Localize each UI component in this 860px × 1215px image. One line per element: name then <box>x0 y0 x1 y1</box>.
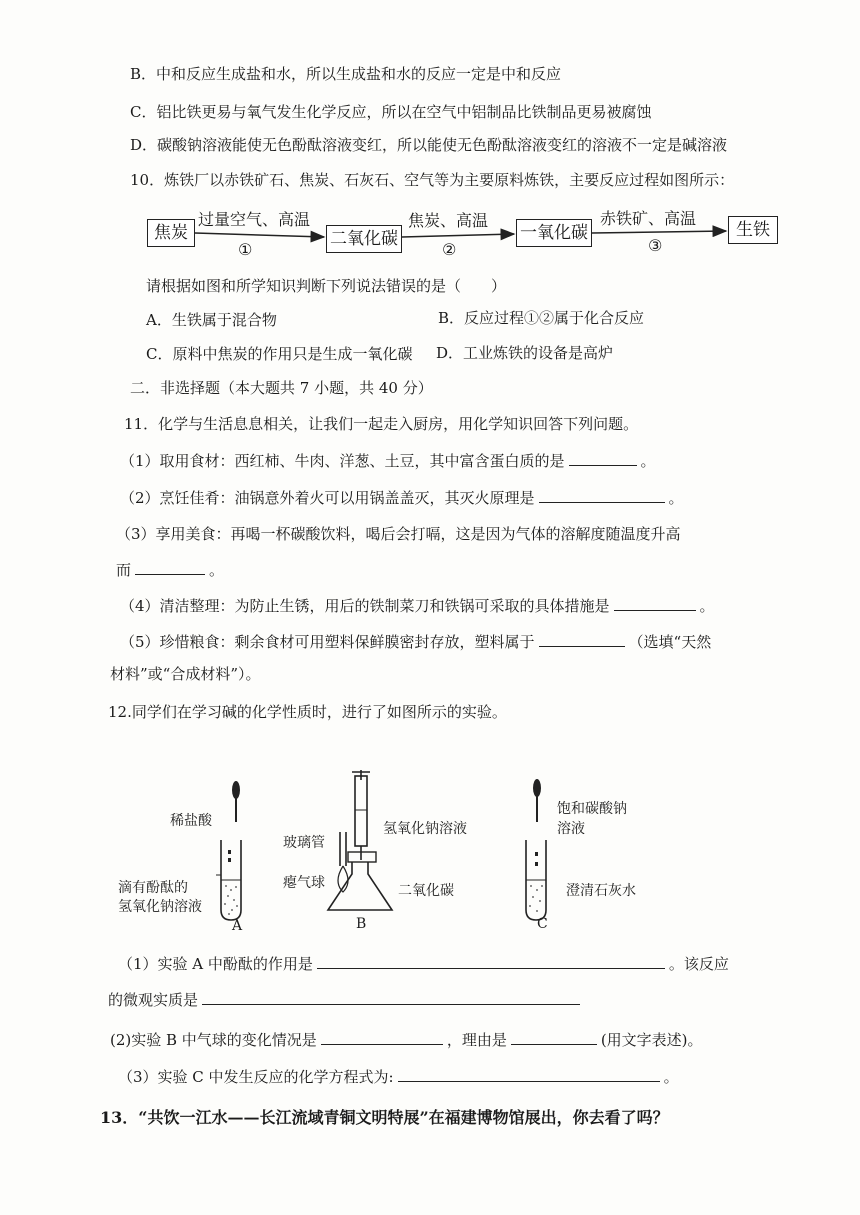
answer-blank[interactable] <box>398 1067 660 1082</box>
q11-part-5 <box>120 632 711 652</box>
answer-blank[interactable] <box>202 990 580 1005</box>
q11-part-4-end: 。 <box>699 597 715 615</box>
q9-option-d: D．碳酸钠溶液能使无色酚酞溶液变红，所以能使无色酚酞溶液变红的溶液不一定是碱溶液 <box>130 136 728 154</box>
q11-part-1 <box>120 451 656 471</box>
flow-node-co: 一氧化碳 <box>516 219 592 247</box>
q11-part-5c: 材料”或“合成材料”）。 <box>110 665 261 683</box>
q12-part-2-reason: ，理由是 <box>446 1031 507 1049</box>
label-phenolphthalein-2: 氢氧化钠溶液 <box>118 899 202 915</box>
q12-part-1b-text: 的微观实质是 <box>108 991 199 1009</box>
flow-arrow-3 <box>592 231 726 233</box>
flow-step-1: ① <box>238 240 253 259</box>
label-phenolphthalein-1: 滴有酚酞的 <box>118 880 188 896</box>
test-tube-a <box>216 781 241 920</box>
flow-node-coke: 焦炭 <box>147 219 195 247</box>
q10-option-c: C．原料中焦炭的作用只是生成一氧化碳 <box>146 345 413 363</box>
label-C: C <box>537 916 548 932</box>
q12-part-2-text: (2)实验 B 中气球的变化情况是 <box>110 1031 317 1049</box>
q11-part-1-text: （1）取用食材：西红柿、牛肉、洋葱、土豆，其中富含蛋白质的是 <box>120 452 565 470</box>
flow-condition-2: 焦炭、高温 <box>408 211 489 230</box>
q12-part-1-text: （1）实验 A 中酚酞的作用是 <box>118 955 313 973</box>
flask-b <box>328 770 392 910</box>
test-tube-c <box>526 779 546 920</box>
q11-part-5-text: （5）珍惜粮食：剩余食材可用塑料保鲜膜密封存放，塑料属于 <box>120 633 535 651</box>
label-co2: 二氧化碳 <box>398 883 454 899</box>
q11-part-2 <box>120 488 684 508</box>
flow-condition-3: 赤铁矿、高温 <box>600 209 697 228</box>
label-A: A <box>232 918 243 934</box>
q11-part-1-end: 。 <box>640 452 656 470</box>
label-deflated-balloon: 瘪气球 <box>283 875 325 891</box>
label-na2co3-1: 饱和碳酸钠 <box>557 801 627 817</box>
q10-stem: 10．炼铁厂以赤铁矿石、焦炭、石灰石、空气等为主要原料炼铁，主要反应过程如图所示： <box>130 171 735 189</box>
q11-part-3b-text: 而 <box>116 561 132 579</box>
q11-part-2-text: （2）烹饪佳肴：油锅意外着火可以用锅盖盖灭，其灭火原理是 <box>120 489 535 507</box>
answer-blank[interactable] <box>317 954 665 969</box>
q11-part-3a: （3）享用美食：再喝一杯碳酸饮料，喝后会打嗝，这是因为气体的溶解度随温度升高 <box>116 525 681 543</box>
label-limewater: 澄清石灰水 <box>566 883 636 899</box>
flow-step-2: ② <box>442 240 457 259</box>
q10-option-b: B．反应过程①②属于化合反应 <box>438 309 645 327</box>
q9-option-c: C．铝比铁更易与氧气发生化学反应，所以在空气中铝制品比铁制品更易被腐蚀 <box>130 103 652 121</box>
q12-part-3 <box>118 1067 679 1087</box>
q11-part-4 <box>120 596 715 616</box>
q11-part-4-text: （4）清洁整理：为防止生锈，用后的铁制菜刀和铁锅可采取的具体措施是 <box>120 597 610 615</box>
q11-stem: 11．化学与生活息息相关，让我们一起走入厨房，用化学知识回答下列问题。 <box>124 415 639 433</box>
q10-question: 请根据如图和所学知识判断下列说法错误的是（ ） <box>146 277 507 295</box>
q12-stem: 12.同学们在学习碱的化学性质时，进行了如图所示的实验。 <box>108 703 507 721</box>
q13-stem: 13．“共饮一江水——长江流域青铜文明特展”在福建博物馆展出，你去看了吗？ <box>100 1108 669 1127</box>
flow-node-co2: 二氧化碳 <box>326 225 402 253</box>
answer-blank[interactable] <box>539 488 665 503</box>
flow-arrow-1 <box>195 233 324 237</box>
q12-part-3-end: 。 <box>663 1068 679 1086</box>
q11-part-2-end: 。 <box>668 489 684 507</box>
q10-option-d: D．工业炼铁的设备是高炉 <box>436 344 614 362</box>
q12-part-3-text: （3）实验 C 中发生反应的化学方程式为: <box>118 1068 394 1086</box>
label-glass-tube: 玻璃管 <box>283 835 325 851</box>
q12-part-1 <box>118 954 729 974</box>
q12-part-1-tail: 。该反应 <box>668 955 729 973</box>
q12-part-2-tail: (用文字表述)。 <box>600 1031 703 1049</box>
answer-blank[interactable] <box>511 1030 597 1045</box>
label-naoh-solution: 氢氧化钠溶液 <box>383 821 467 837</box>
label-B: B <box>356 916 367 932</box>
flow-arrow-2 <box>402 234 514 237</box>
label-na2co3-2: 溶液 <box>557 821 585 837</box>
answer-blank[interactable] <box>569 451 637 466</box>
q9-option-b: B．中和反应生成盐和水，所以生成盐和水的反应一定是中和反应 <box>130 65 562 83</box>
flow-condition-1: 过量空气、高温 <box>198 210 311 229</box>
q11-part-3b <box>116 560 224 580</box>
answer-blank[interactable] <box>614 596 696 611</box>
q12-part-1b <box>108 990 584 1010</box>
q11-part-5-choice: （选填“天然 <box>628 633 712 651</box>
q11-part-3-end: 。 <box>209 561 225 579</box>
q10-option-a: A．生铁属于混合物 <box>146 311 277 329</box>
section-2-heading: 二．非选择题（本大题共 7 小题，共 40 分） <box>130 379 433 397</box>
label-dilute-hcl: 稀盐酸 <box>170 813 212 829</box>
answer-blank[interactable] <box>135 560 205 575</box>
answer-blank[interactable] <box>321 1030 443 1045</box>
answer-blank[interactable] <box>539 632 625 647</box>
flow-node-pig-iron: 生铁 <box>728 216 778 244</box>
q12-part-2 <box>110 1030 703 1050</box>
flow-step-3: ③ <box>648 236 663 255</box>
